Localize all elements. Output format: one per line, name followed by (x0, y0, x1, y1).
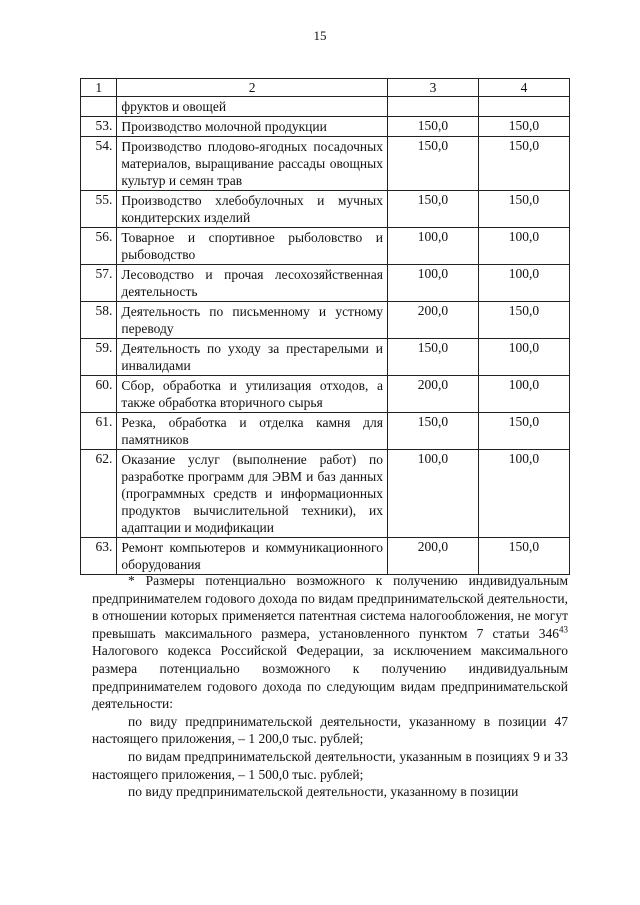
row-value-col3: 200,0 (387, 302, 478, 339)
table-row (81, 302, 570, 339)
row-value-col4: 100,0 (478, 450, 569, 538)
row-number: 60. (81, 376, 117, 413)
row-number: 53. (81, 117, 117, 137)
table-row (81, 117, 570, 137)
row-activity-name: Товарное и спортивное рыболовство и рыбоводство (117, 228, 388, 265)
row-value-col3: 150,0 (387, 137, 478, 191)
footnote-text-continued: Налогового кодекса Российской Федерации, за исключением максимального размера потенциально возможного к получению индивидуальным предпринимателем годового дохода по следующим видам предпринимательской деятельности: (92, 643, 568, 712)
page-number: 15 (313, 28, 327, 43)
footnote-paragraph-3: по видам предпринимательской деятельности, указанным в позициях 9 и 33 настоящего приложения, – 1 500,0 тыс. рублей; (92, 748, 568, 782)
table-row (81, 137, 570, 191)
row-value-col3: 100,0 (387, 228, 478, 265)
footnote-paragraph-4: по виду предпринимательской деятельности, указанному в позиции (128, 784, 519, 800)
row-number: 57. (81, 265, 117, 302)
row-value-col3: 200,0 (387, 538, 478, 575)
row-value-col4: 100,0 (478, 339, 569, 376)
table-header-row (81, 79, 570, 97)
header-cell-4: 4 (478, 79, 569, 97)
row-activity-name: Ремонт компьютеров и коммуникационного оборудования (117, 538, 388, 575)
row-number: 54. (81, 137, 117, 191)
row-value-col4: 150,0 (478, 302, 569, 339)
row-number: 55. (81, 191, 117, 228)
row-value-col4: 150,0 (478, 538, 569, 575)
row-activity-name: Резка, обработка и отделка камня для памятников (117, 413, 388, 450)
row-value-col4: 150,0 (478, 117, 569, 137)
row-number: 63. (81, 538, 117, 575)
footnote-superscript: 43 (559, 624, 568, 635)
table-row (81, 450, 570, 538)
row-activity-name: фруктов и овощей (117, 97, 388, 117)
row-value-col3 (387, 97, 478, 117)
row-value-col3: 100,0 (387, 450, 478, 538)
footnote (92, 572, 568, 801)
row-value-col4 (478, 97, 569, 117)
table-row (81, 339, 570, 376)
table-row (81, 413, 570, 450)
footnote-paragraph-2: по виду предпринимательской деятельности, указанному в позиции 47 настоящего приложения, – 1 200,0 тыс. рублей; (92, 713, 568, 747)
row-value-col4: 150,0 (478, 137, 569, 191)
activities-table (80, 78, 570, 575)
row-number: 61. (81, 413, 117, 450)
row-number: 58. (81, 302, 117, 339)
row-value-col3: 150,0 (387, 413, 478, 450)
header-cell-2: 2 (117, 79, 388, 97)
row-value-col4: 100,0 (478, 376, 569, 413)
table-row (81, 228, 570, 265)
row-number: 62. (81, 450, 117, 538)
row-activity-name: Деятельность по письменному и устному переводу (117, 302, 388, 339)
row-value-col3: 150,0 (387, 117, 478, 137)
row-activity-name: Производство плодово-ягодных посадочных материалов, выращивание рассады овощных культур и семян трав (117, 137, 388, 191)
header-cell-3: 3 (387, 79, 478, 97)
table-row (81, 191, 570, 228)
footnote-text: * Размеры потенциально возможного к получению индивидуальным предпринимателем годового дохода по видам предпринимательской деятельности, в отношении которых применяется патентная система налогообложения, не могут превышать максимального размера, установленного пунктом 7 статьи 346 (92, 573, 568, 641)
row-value-col4: 100,0 (478, 228, 569, 265)
row-activity-name: Сбор, обработка и утилизация отходов, а также обработка вторичного сырья (117, 376, 388, 413)
table-row (81, 376, 570, 413)
row-activity-name: Производство хлебобулочных и мучных кондитерских изделий (117, 191, 388, 228)
row-activity-name: Производство молочной продукции (117, 117, 388, 137)
row-value-col4: 150,0 (478, 191, 569, 228)
row-value-col4: 150,0 (478, 413, 569, 450)
row-number: 59. (81, 339, 117, 376)
continued-row (81, 97, 570, 117)
header-cell-1: 1 (81, 79, 117, 97)
row-number: 56. (81, 228, 117, 265)
row-value-col3: 150,0 (387, 191, 478, 228)
row-value-col4: 100,0 (478, 265, 569, 302)
table-row (81, 538, 570, 575)
table-row (81, 265, 570, 302)
footnote-paragraph-1 (92, 572, 568, 713)
row-activity-name: Деятельность по уходу за престарелыми и инвалидами (117, 339, 388, 376)
row-number (81, 97, 117, 117)
row-value-col3: 100,0 (387, 265, 478, 302)
row-activity-name: Оказание услуг (выполнение работ) по разработке программ для ЭВМ и баз данных (программных средств и информационных продуктов вычислительной техники), их адаптации и модификации (117, 450, 388, 538)
row-value-col3: 150,0 (387, 339, 478, 376)
row-activity-name: Лесоводство и прочая лесохозяйственная деятельность (117, 265, 388, 302)
row-value-col3: 200,0 (387, 376, 478, 413)
